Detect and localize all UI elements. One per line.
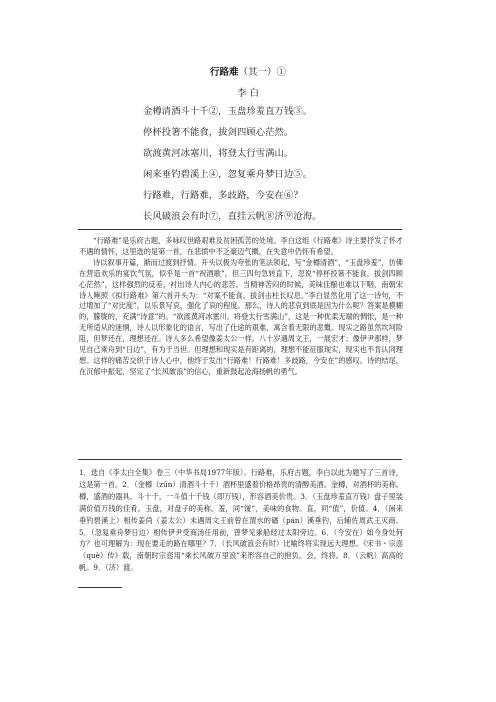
divider-bottom — [78, 587, 122, 588]
poem-line: 停杯投箸不能食，拔剑四顾心茫然。 — [143, 127, 294, 138]
poem-author: 李 白 — [236, 88, 260, 99]
divider-middle — [78, 459, 402, 460]
essay-paragraph: “行路难”是乐府古题，多咏叹世路艰难及贫困孤苦的处境。李白这组《行路难》诗主要抒发了怀才不遇的情怀，这里选的是第一首，在悲愤中不乏豪迈气概，在失意中仍怀有希望。 — [79, 236, 403, 256]
footnotes-text: 1．选自《李太白全集》卷三（中华书局1977年版）。行路难，乐府古题，李白以此为题写了三首诗，这是第一首。2．（金樽（zūn）清酒斗十千）酒杯里盛着价格昂贵的清醇美酒。金樽，对酒杯的美称。樽，盛酒的器具。斗十千，一斗值十千钱（即万钱），形容酒美价贵。3．（玉盘珍羞直万钱）盘子里装满价值万钱的佳肴。玉盘，对盘子的美称。羞，同“馐”，美味的食物。直，同“值”，价值。4．（闲来垂钓碧溪上）相传姜尚（姜太公）未遇周文王前曾在渭水的磻（pán）溪垂钓，后辅佐周武王灭商。5．（忽复乘舟梦日边）相传伊尹受商汤任用前，曾梦见乘船经过太阳旁边。6．（今安在）如今身处何方？也可理解为：现在要走的路在哪里？7．（长风破浪会有时）比喻终将实现远大理想。《宋书・宗悫（què）传》载，南朝时宗悫用“乘长风破万里浪”来形容自己的抱负。会，终将。8．（云帆）高高的帆。9．（济）渡。 — [79, 468, 403, 573]
footnotes — [79, 467, 403, 574]
poem-line: 行路难，行路难，多歧路，今安在⑥？ — [143, 190, 303, 201]
appreciation-text — [79, 236, 403, 378]
essay-paragraph: 诗以叙事开篇，渐而过渡到抒情。开头以极为夸张的笔法领起，写“金樽清酒”，“玉盘珍羞”，仿佛在营造欢乐的宴饮气氛，似乎是一首“祝酒歌”。但三四句急转直下，忽说“停杯投箸不能食，拔剑四顾心茫然”，这样强烈的反差，衬出诗人内心的悲苦。当精神苦闷的时候，美味佳酿也难以下咽，南朝宋诗人鲍照《拟行路难》第六首开头为：“对案不能食，拔剑击柱长叹息。”李白显然化用了这一诗句，不过增加了“对比度”，以乐景写哀，强化了哀的程度。那么，诗人的悲哀到底是因为什么呢？答案是模糊的，朦胧的，充满“诗意”的。“欲渡黄河冰塞川，将登太行雪满山”，这是一种优柔无端的惆怅，是一种无所适从的迷惘，诗人以形象化的语言，写出了仕途的艰难，寓含着无限的悲慨。现实之路虽然坎坷险阻，但梦还在，理想还在。诗人多么希望像姜太公一样，八十岁遇周文王，一展宏才；像伊尹那样，梦见自己乘舟到“日边”，有为于当世。但理想和现实是有距离的，理想不能征服现实，现实也不肯认同理想。这样的痛苦交织于诗人心中，他终于发出“行路难！行路难！多歧路，今安在”的感叹。诗的结尾，在沉郁中振起，坚定了“长风破浪”的信心，重新鼓起沧海扬帆的勇气。 — [79, 257, 403, 376]
poem-line: 长风破浪会有时⑦，直挂云帆⑧济⑨沧海。 — [143, 211, 322, 222]
divider-top — [78, 229, 402, 230]
poem-line: 金樽清酒斗十千②，玉盘珍羞直万钱③。 — [143, 106, 313, 117]
poem-line: 欲渡黄河冰塞川，将登太行雪满山。 — [143, 148, 294, 159]
poem-title-sub: （其一）① — [238, 67, 287, 78]
poem-line: 闲来垂钓碧溪上④，忽复乘舟梦日边⑤。 — [143, 169, 313, 180]
poem-title — [0, 64, 496, 78]
poem-title-main: 行路难 — [209, 67, 239, 78]
